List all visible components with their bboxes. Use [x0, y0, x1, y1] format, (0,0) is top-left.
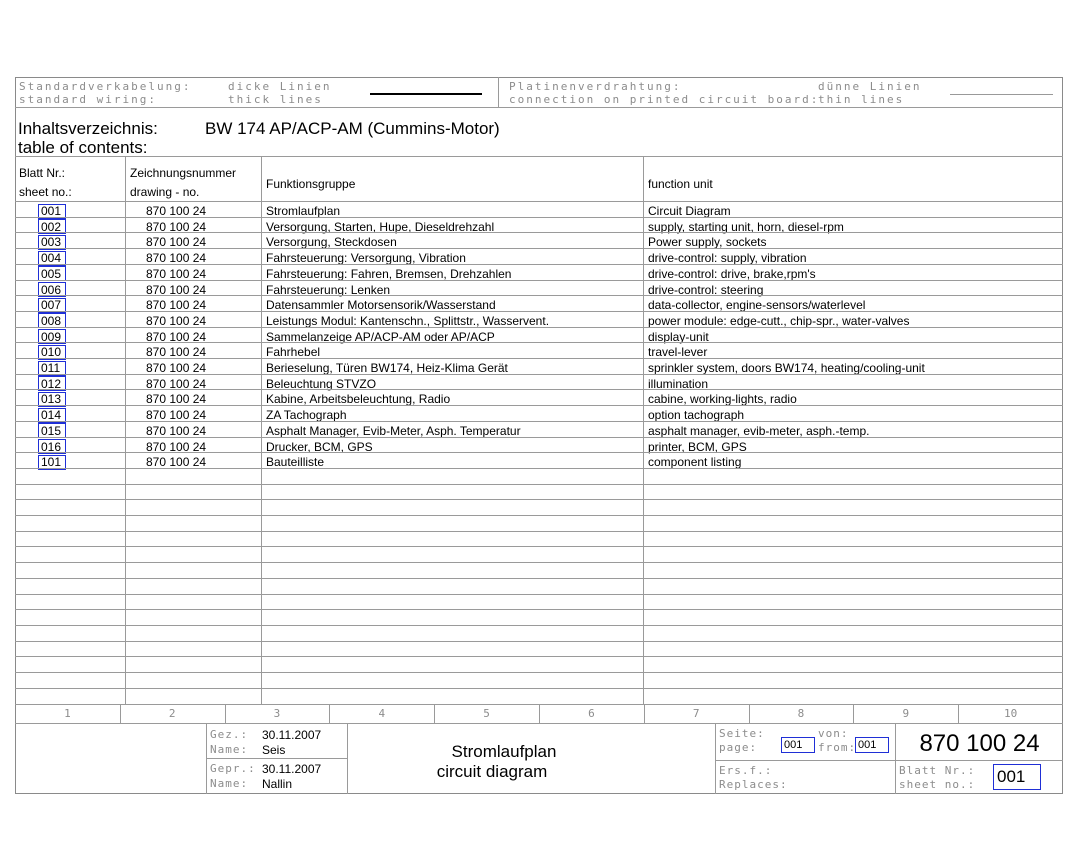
checked-label: Gepr.:	[210, 762, 256, 775]
col-function-unit: function unit	[648, 177, 713, 191]
legend-thick-en: thick lines	[228, 93, 323, 106]
function-group-cell: Leistungs Modul: Kantenschn., Splittstr., Wasservent.	[266, 313, 550, 328]
sheet-number: 010	[41, 345, 62, 360]
legend-thick-de: dicke Linien	[228, 80, 332, 93]
drawing-number-cell: 870 100 24	[146, 282, 207, 297]
function-group-cell: Beleuchtung STVZO	[266, 376, 377, 391]
sheet-title-de: Stromlaufplan	[451, 742, 557, 761]
toc-title-en: table of contents:	[18, 138, 148, 157]
function-unit-cell: option tachograph	[648, 408, 745, 423]
drawing-number-cell: 870 100 24	[146, 376, 207, 391]
sheet-number: 013	[41, 392, 62, 407]
legend-thin-en: thin lines	[818, 93, 905, 106]
function-group-cell: Fahrsteuerung: Versorgung, Vibration	[266, 251, 466, 266]
grid-number: 1	[64, 707, 71, 720]
drawing-number-cell: 870 100 24	[146, 439, 207, 454]
sheet-number: 016	[41, 439, 62, 454]
grid-number: 2	[168, 707, 176, 720]
checked-name-label: Name:	[210, 777, 249, 790]
drawing-number-cell: 870 100 24	[146, 392, 207, 407]
sheet-number: 004	[41, 251, 62, 266]
function-group-cell: Bauteilliste	[266, 455, 325, 470]
function-unit-cell: drive-control: steering	[648, 282, 764, 297]
function-unit-cell: Circuit Diagram	[648, 204, 731, 218]
drawn-name: Seis	[262, 743, 286, 757]
grid-number: 9	[902, 707, 910, 720]
sheet-number: 001	[993, 764, 1041, 790]
grid-number: 6	[588, 707, 595, 720]
function-unit-cell: data-collector, engine-sensors/waterlevel	[648, 298, 866, 313]
drawing-number: 870 100 24	[919, 730, 1040, 757]
legend-std-de: Standardverkabelung:	[19, 80, 192, 93]
function-unit-cell: printer, BCM, GPS	[648, 439, 747, 454]
drawing-number-cell: 870 100 24	[146, 251, 207, 266]
sheet-number: 002	[41, 219, 62, 234]
drawing-number-cell: 870 100 24	[146, 423, 207, 438]
page-number: 001	[781, 737, 815, 753]
sheet-number: 007	[41, 298, 62, 313]
drawing-number-cell: 870 100 24	[146, 235, 207, 250]
grid-number: 3	[273, 707, 281, 720]
col-sheet-de: Blatt Nr.:	[19, 166, 66, 180]
function-unit-cell: cabine, working-lights, radio	[648, 392, 797, 407]
function-unit-cell: sprinkler system, doors BW174, heating/cooling-unit	[648, 361, 925, 375]
sheet-title-en: circuit diagram	[436, 762, 548, 781]
function-unit-cell: power module: edge-cutt., chip-spr., water-valves	[648, 313, 910, 328]
function-unit-cell: travel-lever	[648, 345, 708, 360]
sheet-label-en: sheet no.:	[899, 778, 976, 791]
function-group-cell: Fahrsteuerung: Fahren, Bremsen, Drehzahlen	[266, 266, 512, 281]
drawing-number-cell: 870 100 24	[146, 313, 207, 328]
function-group-cell: Versorgung, Starten, Hupe, Dieseldrehzahl	[266, 219, 495, 234]
replaces-label-en: Replaces:	[719, 778, 788, 791]
function-group-cell: ZA Tachograph	[266, 408, 347, 423]
checked-date: 30.11.2007	[262, 762, 322, 776]
drawing-number-cell: 870 100 24	[146, 266, 207, 281]
sheet-number: 101	[41, 455, 62, 470]
function-group-cell: Drucker, BCM, GPS	[266, 439, 373, 454]
grid-number: 4	[378, 707, 386, 720]
sheet-number: 014	[41, 408, 62, 423]
sheet-number: 008	[41, 313, 62, 328]
function-group-cell: Berieselung, Türen BW174, Heiz-Klima Gerät	[266, 361, 508, 375]
col-sheet-en: sheet no.:	[19, 185, 72, 199]
sheet-label-de: Blatt Nr.:	[899, 764, 976, 777]
function-unit-cell: asphalt manager, evib-meter, asph.-temp.	[648, 423, 870, 438]
machine-title: BW 174 AP/ACP-AM (Cummins-Motor)	[205, 119, 500, 138]
function-unit-cell: illumination	[648, 376, 709, 391]
drawing-number-cell: 870 100 24	[146, 204, 207, 218]
function-unit-cell: drive-control: drive, brake,rpm's	[648, 266, 816, 281]
replaces-label-de: Ers.f.:	[719, 764, 773, 777]
drawing-number-cell: 870 100 24	[146, 361, 207, 375]
drawn-name-label: Name:	[210, 743, 249, 756]
drawn-label: Gez.:	[210, 728, 249, 741]
legend-std-en: standard wiring:	[19, 93, 157, 106]
of-label-de: von:	[818, 727, 849, 740]
function-group-cell: Kabine, Arbeitsbeleuchtung, Radio	[266, 392, 451, 407]
drawing-number-cell: 870 100 24	[146, 408, 207, 423]
sheet-number: 012	[41, 376, 62, 391]
function-group-cell: Sammelanzeige AP/ACP-AM oder AP/ACP	[266, 329, 495, 344]
grid-number: 7	[692, 707, 700, 720]
sheet-number: 015	[41, 423, 62, 438]
sheet-number: 001	[41, 204, 62, 218]
sheet-number: 011	[41, 361, 61, 375]
function-group-cell: Stromlaufplan	[266, 204, 341, 218]
checked-name: Nallin	[262, 777, 293, 791]
function-group-cell: Fahrsteuerung: Lenken	[266, 282, 391, 297]
function-unit-cell: component listing	[648, 455, 742, 470]
legend-thin-de: dünne Linien	[818, 80, 922, 93]
function-group-cell: Asphalt Manager, Evib-Meter, Asph. Temperatur	[266, 423, 521, 438]
thick-line-sample	[370, 93, 482, 95]
page-label-en: page:	[719, 741, 758, 754]
sheet-number: 009	[41, 329, 62, 344]
drawing-number-cell: 870 100 24	[146, 455, 207, 470]
grid-number: 10	[1003, 707, 1018, 720]
col-drawing-de: Zeichnungsnummer	[130, 166, 237, 180]
page-total: 001	[855, 737, 889, 753]
function-group-cell: Fahrhebel	[266, 345, 321, 360]
drawing-number-cell: 870 100 24	[146, 219, 207, 234]
grid-number: 8	[797, 707, 805, 720]
sheet-number: 006	[41, 282, 62, 297]
sheet-number: 003	[41, 235, 62, 250]
col-function-group: Funktionsgruppe	[266, 177, 356, 191]
toc-title-de: Inhaltsverzeichnis:	[18, 119, 158, 138]
drawn-date: 30.11.2007	[262, 728, 322, 742]
page-label-de: Seite:	[719, 727, 765, 740]
function-unit-cell: supply, starting unit, horn, diesel-rpm	[648, 219, 844, 234]
drawing-number-cell: 870 100 24	[146, 345, 207, 360]
sheet-number: 005	[41, 266, 62, 281]
of-label-en: from:	[818, 741, 857, 754]
function-group-cell: Datensammler Motorsensorik/Wasserstand	[266, 298, 496, 313]
function-unit-cell: Power supply, sockets	[648, 235, 767, 250]
legend-pcb-de: Platinenverdrahtung:	[509, 80, 682, 93]
function-group-cell: Versorgung, Steckdosen	[266, 235, 397, 250]
thin-line-sample	[950, 94, 1053, 95]
function-unit-cell: drive-control: supply, vibration	[648, 251, 807, 266]
grid-number: 5	[483, 707, 490, 720]
function-unit-cell: display-unit	[648, 329, 709, 344]
legend-pcb-en: connection on printed circuit board:	[509, 93, 820, 106]
drawing-number-cell: 870 100 24	[146, 329, 207, 344]
col-drawing-en: drawing - no.	[130, 185, 200, 199]
drawing-number-cell: 870 100 24	[146, 298, 207, 313]
